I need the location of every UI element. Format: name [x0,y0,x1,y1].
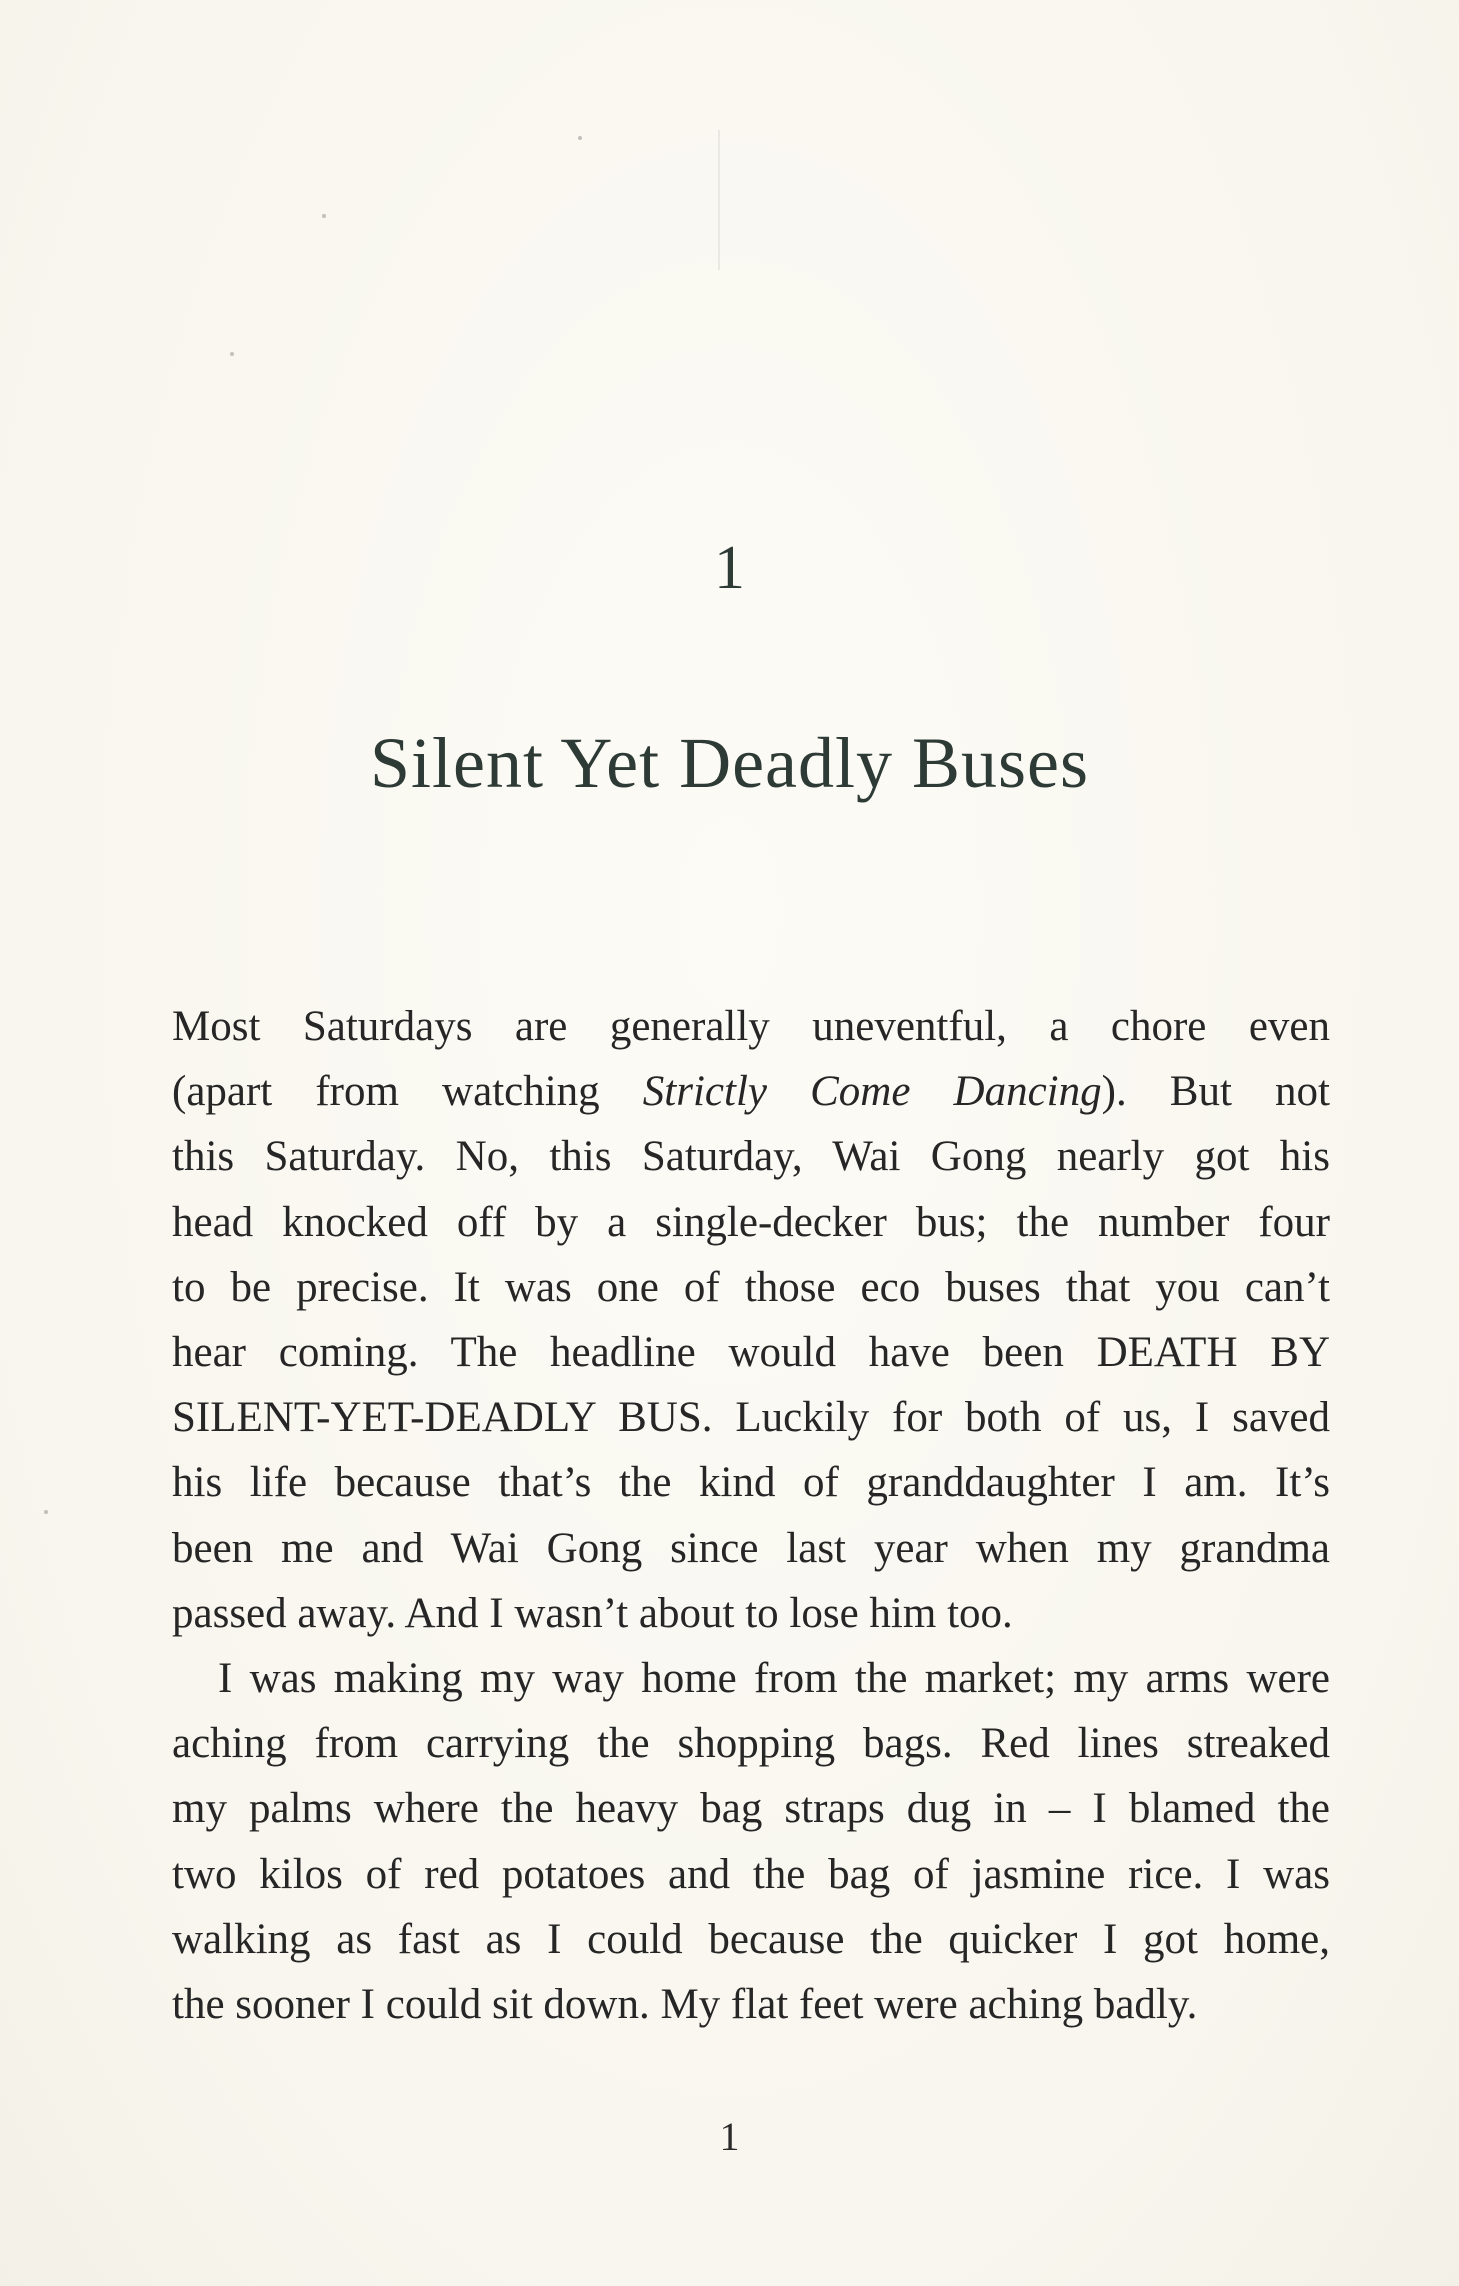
text-line [172,994,1330,1059]
text-line [172,1972,1330,2037]
text-line [172,1711,1330,1776]
text-segment: to be precise. It was one of those eco buses that you can’t [172,1263,1330,1311]
paper-speck [44,1510,48,1514]
text-segment: ). But not [1101,1068,1330,1116]
text-line [172,1124,1330,1189]
paper-speck [578,136,582,140]
chapter-title: Silent Yet Deadly Buses [369,723,1090,803]
page-number: 1 [719,2114,740,2159]
text-segment: hear coming. The headline would have been DEATH BY [172,1329,1330,1377]
text-segment: his life because that’s the kind of granddaughter I am. It’s [172,1459,1330,1507]
text-segment: aching from carrying the shopping bags. Red lines streaked [172,1720,1330,1768]
text-line [172,1907,1330,1972]
text-line [172,1516,1330,1581]
text-line [172,1646,1330,1711]
text-segment: this Saturday. No, this Saturday, Wai Gong nearly got his [172,1133,1330,1181]
body-paragraph [172,994,1330,1646]
text-segment: SILENT-YET-DEADLY BUS. Luckily for both of us, I saved [172,1394,1330,1442]
text-line [172,1450,1330,1515]
text-segment: walking as fast as I could because the quicker I got home, [172,1915,1330,1963]
page-crease [718,130,720,270]
chapter-body-text [172,994,1330,2037]
paper-speck [322,214,326,218]
text-segment: Most Saturdays are generally uneventful, a chore even [172,1003,1330,1050]
text-line [172,1059,1330,1124]
body-paragraph [172,1646,1330,2037]
text-line [172,1320,1330,1385]
chapter-number: 1 [714,534,745,602]
text-line [172,1776,1330,1841]
text-segment: been me and Wai Gong since last year when my grandma [172,1524,1330,1572]
text-line [172,1190,1330,1255]
text-segment: I was making my way home from the market; my arms were [218,1655,1330,1703]
text-segment: passed away. And I wasn’t about to lose him too. [172,1589,1013,1637]
text-line [172,1255,1330,1320]
text-segment: my palms where the heavy bag straps dug in – I blamed the [172,1785,1330,1833]
paper-speck [230,352,234,356]
text-line [172,1385,1330,1450]
text-segment: (apart from watching [172,1068,643,1116]
italic-title-text: Strictly Come Dancing [642,1068,1102,1116]
text-segment: head knocked off by a single-decker bus; the number four [172,1198,1330,1246]
text-segment: two kilos of red potatoes and the bag of jasmine rice. I was [172,1850,1330,1898]
text-line [172,1842,1330,1907]
text-segment: the sooner I could sit down. My flat feet were aching badly. [172,1981,1198,2029]
text-line [172,1581,1330,1646]
